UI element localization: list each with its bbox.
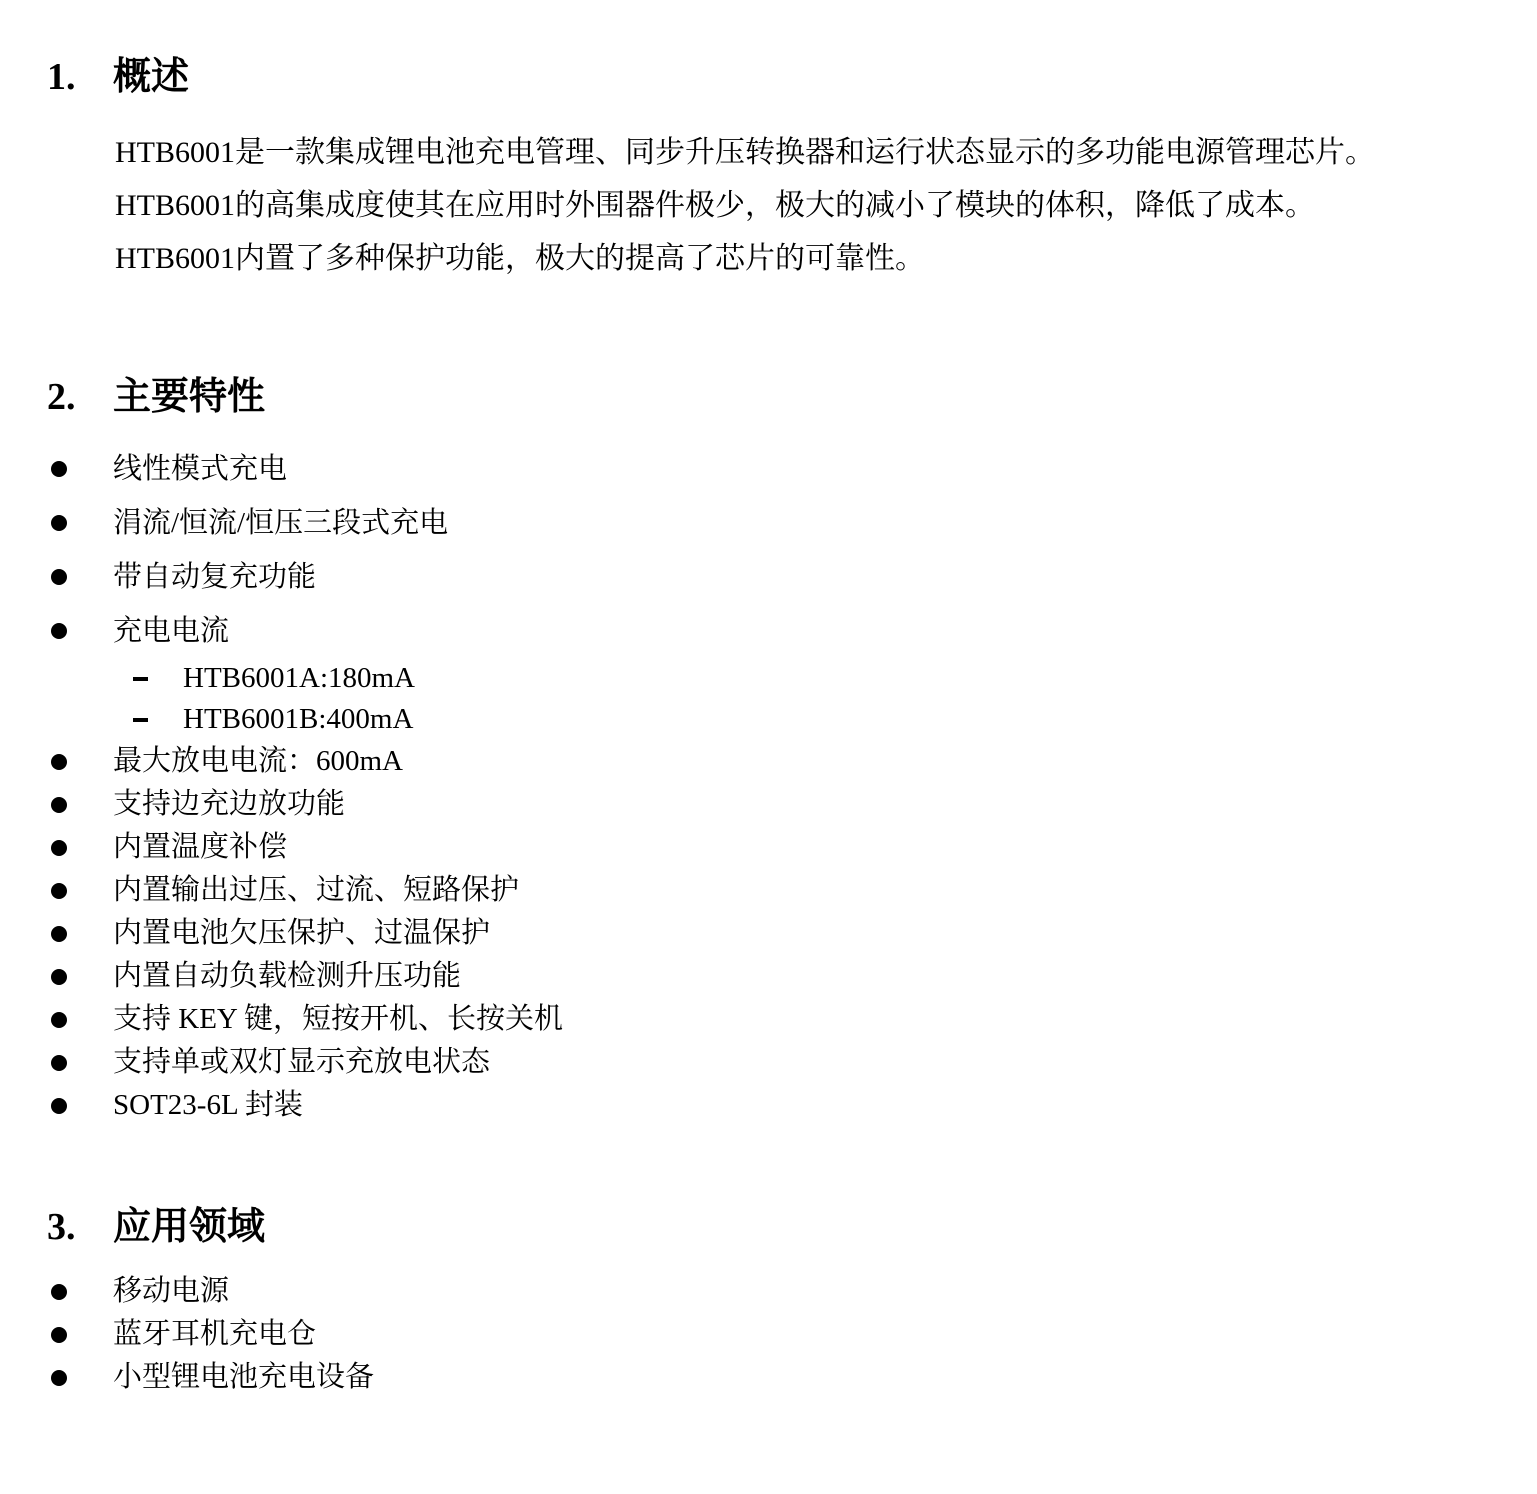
application-text: 移动电源: [113, 1275, 230, 1307]
application-text: 蓝牙耳机充电仓: [113, 1318, 317, 1350]
bullet-icon: [51, 754, 67, 770]
dash-icon: [133, 718, 148, 722]
bullet-icon: [51, 840, 67, 856]
overview-paragraph: [115, 126, 1487, 285]
section-title: 应用领域: [113, 1206, 266, 1248]
section-title: 概述: [113, 56, 190, 98]
feature-sub-item: [47, 658, 1490, 699]
bullet-icon: [51, 1284, 67, 1300]
overview-line: HTB6001是一款集成锂电池充电管理、同步升压转换器和运行状态显示的多功能电源管理芯片。: [115, 136, 1375, 169]
application-text: 小型锂电池充电设备: [113, 1361, 375, 1393]
feature-text: 内置电池欠压保护、过温保护: [113, 917, 491, 949]
feature-item: [47, 998, 1490, 1041]
feature-sub-item: [47, 699, 1490, 740]
bullet-icon: [51, 1055, 67, 1071]
feature-sub-text: HTB6001B:400mA: [183, 703, 414, 735]
feature-text: 涓流/恒流/恒压三段式充电: [113, 507, 449, 539]
feature-text: 支持单或双灯显示充放电状态: [113, 1046, 491, 1078]
feature-item: [47, 496, 1490, 550]
bullet-icon: [51, 461, 67, 477]
feature-text: 最大放电电流：600mA: [113, 745, 404, 777]
feature-text: SOT23-6L 封装: [113, 1089, 303, 1121]
feature-item: [47, 912, 1490, 955]
features-list: [47, 442, 1490, 1127]
section-heading-features: [47, 372, 1490, 422]
bullet-icon: [51, 1370, 67, 1386]
section-number: 3.: [47, 1206, 76, 1248]
bullet-icon: [51, 515, 67, 531]
bullet-icon: [51, 1098, 67, 1114]
feature-text: 内置温度补偿: [113, 831, 288, 863]
feature-text: 支持边充边放功能: [113, 788, 346, 820]
feature-text: 带自动复充功能: [113, 561, 317, 593]
feature-item: [47, 1084, 1490, 1127]
feature-text: 充电电流: [113, 615, 230, 647]
feature-item: [47, 740, 1490, 783]
bullet-icon: [51, 1012, 67, 1028]
bullet-icon: [51, 883, 67, 899]
feature-text: 内置输出过压、过流、短路保护: [113, 874, 520, 906]
application-item: [47, 1356, 1490, 1399]
section-number: 2.: [47, 376, 76, 418]
section-heading-overview: [47, 52, 1490, 102]
overview-line: HTB6001内置了多种保护功能，极大的提高了芯片的可靠性。: [115, 242, 925, 275]
feature-item: [47, 442, 1490, 496]
feature-sub-text: HTB6001A:180mA: [183, 662, 415, 694]
feature-item: [47, 1041, 1490, 1084]
bullet-icon: [51, 1327, 67, 1343]
section-title: 主要特性: [113, 376, 266, 418]
section-heading-applications: [47, 1202, 1490, 1252]
bullet-icon: [51, 623, 67, 639]
feature-item: [47, 550, 1490, 604]
bullet-icon: [51, 969, 67, 985]
overview-line: HTB6001的高集成度使其在应用时外围器件极少，极大的减小了模块的体积，降低了成本。: [115, 189, 1315, 222]
application-item: [47, 1313, 1490, 1356]
bullet-icon: [51, 926, 67, 942]
feature-text: 线性模式充电: [113, 453, 288, 485]
feature-item: [47, 826, 1490, 869]
feature-item: [47, 955, 1490, 998]
section-number: 1.: [47, 56, 76, 98]
bullet-icon: [51, 797, 67, 813]
feature-item: [47, 604, 1490, 658]
bullet-icon: [51, 569, 67, 585]
applications-list: [47, 1270, 1490, 1399]
application-item: [47, 1270, 1490, 1313]
feature-text: 支持 KEY 键，短按开机、长按关机: [113, 1003, 564, 1035]
dash-icon: [133, 677, 148, 681]
feature-text: 内置自动负载检测升压功能: [113, 960, 462, 992]
feature-item: [47, 783, 1490, 826]
feature-item: [47, 869, 1490, 912]
